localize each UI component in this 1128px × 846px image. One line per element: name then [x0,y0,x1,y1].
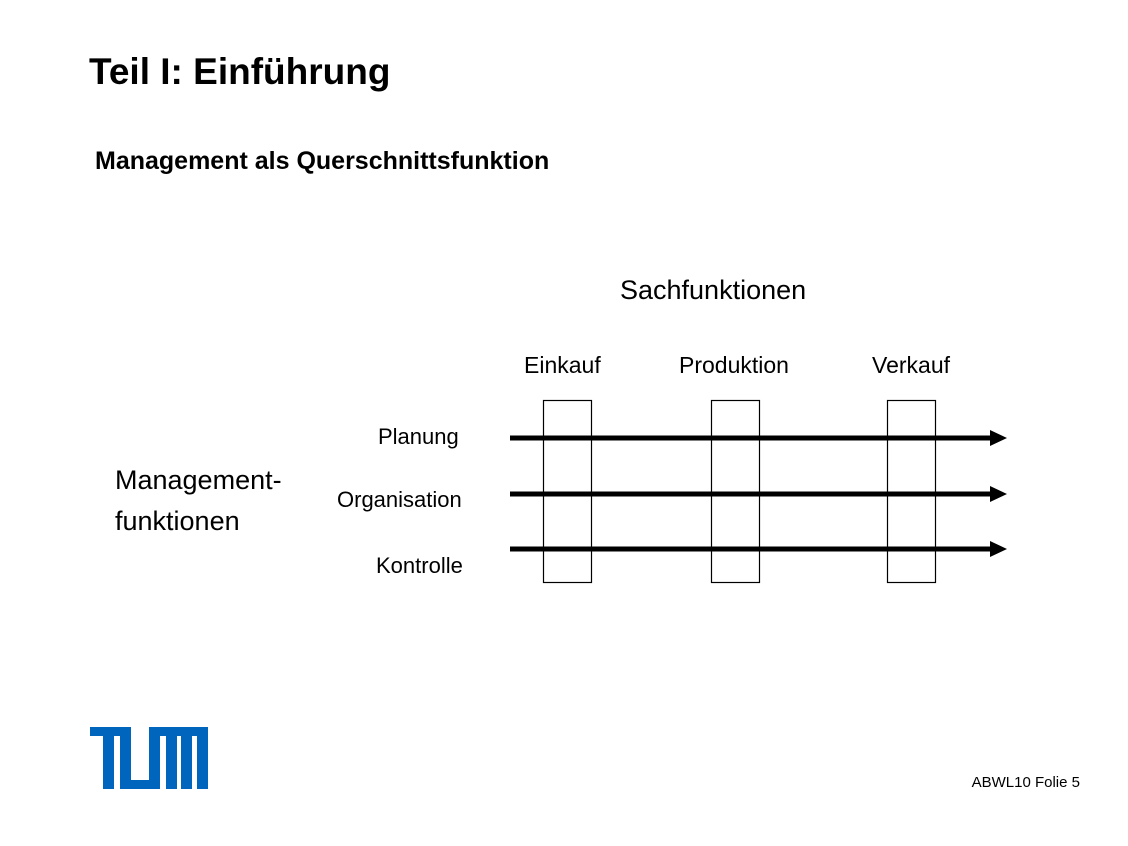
column-label-verkauf: Verkauf [872,352,950,378]
arrow-kontrolle [510,541,1007,557]
sachfunktionen-heading: Sachfunktionen [620,275,807,305]
row-label-organisation: Organisation [337,487,462,512]
row-label-kontrolle: Kontrolle [376,553,463,578]
slide-title: Teil I: Einführung [89,51,391,92]
column-label-produktion: Produktion [679,352,789,378]
arrow-organisation [510,486,1007,502]
arrow-planung [510,430,1007,446]
tum-logo [90,727,208,789]
column-label-einkauf: Einkauf [524,352,601,378]
row-label-planung: Planung [378,424,459,449]
managementfunktionen-label-line2: funktionen [115,506,240,536]
slide-footer: ABWL10 Folie 5 [971,774,1080,791]
managementfunktionen-label-line1: Management- [115,465,282,495]
slide-subtitle: Management als Querschnittsfunktion [95,147,550,175]
